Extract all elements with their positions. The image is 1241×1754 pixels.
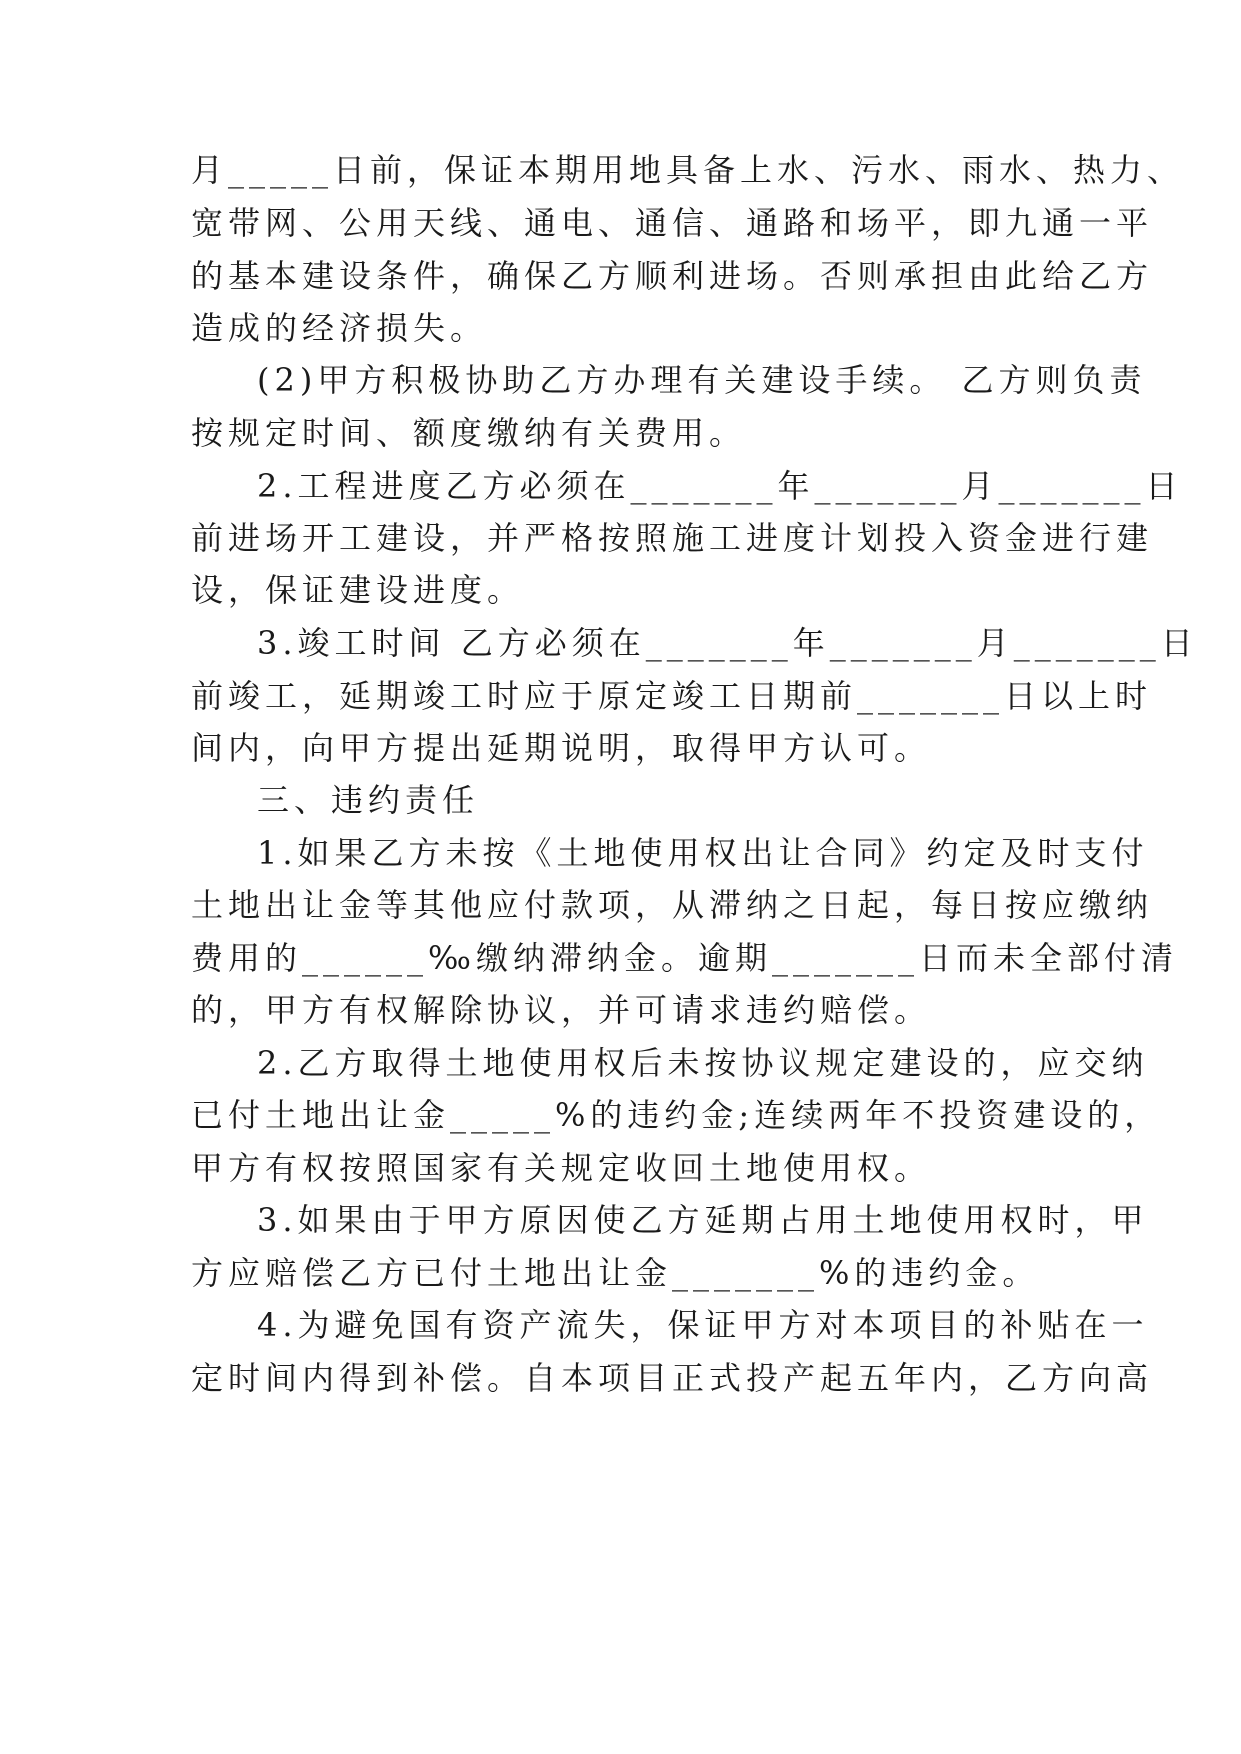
paragraph-line: 方应赔偿乙方已付土地出让金_______%的违约金。 — [191, 1254, 1040, 1292]
paragraph-line: 2.工程进度乙方必须在_______年_______月_______日 — [257, 467, 1183, 505]
paragraph-line: 造成的经济损失。 — [191, 309, 488, 347]
paragraph-line: 按规定时间、额度缴纳有关费用。 — [191, 414, 747, 452]
paragraph-line: 间内，向甲方提出延期说明，取得甲方认可。 — [191, 729, 932, 767]
paragraph-line: 定时间内得到补偿。自本项目正式投产起五年内，乙方向高 — [191, 1359, 1154, 1397]
paragraph-line: 月_____日前，保证本期用地具备上水、污水、雨水、热力、 — [191, 151, 1185, 189]
paragraph-line: 1.如果乙方未按《土地使用权出让合同》约定及时支付 — [257, 834, 1149, 872]
paragraph-line: (2)甲方积极协助乙方办理有关建设手续。 乙方则负责 — [257, 361, 1147, 399]
paragraph-line: 2.乙方取得土地使用权后未按协议规定建设的，应交纳 — [257, 1044, 1149, 1082]
paragraph-line: 的基本建设条件，确保乙方顺利进场。否则承担由此给乙方 — [191, 257, 1154, 295]
paragraph-line: 宽带网、公用天线、通电、通信、通路和场平，即九通一平 — [191, 204, 1154, 242]
paragraph-line: 前竣工，延期竣工时应于原定竣工日期前_______日以上时 — [191, 677, 1153, 715]
paragraph-line: 甲方有权按照国家有关规定收回土地使用权。 — [191, 1149, 932, 1187]
paragraph-line: 已付土地出让金_____%的违约金;连续两年不投资建设的， — [191, 1096, 1162, 1134]
paragraph-line: 3.竣工时间 乙方必须在_______年_______月_______日 — [257, 624, 1198, 662]
section-heading: 三、违约责任 — [257, 781, 480, 819]
paragraph-line: 3.如果由于甲方原因使乙方延期占用土地使用权时，甲 — [257, 1201, 1149, 1239]
paragraph-line: 费用的______‰缴纳滞纳金。逾期_______日而未全部付清 — [191, 939, 1178, 977]
paragraph-line: 土地出让金等其他应付款项，从滞纳之日起，每日按应缴纳 — [191, 886, 1154, 924]
paragraph-line: 的，甲方有权解除协议，并可请求违约赔偿。 — [191, 991, 932, 1029]
paragraph-line: 设，保证建设进度。 — [191, 571, 525, 609]
paragraph-line: 4.为避免国有资产流失，保证甲方对本项目的补贴在一 — [257, 1306, 1149, 1344]
paragraph-line: 前进场开工建设，并严格按照施工进度计划投入资金进行建 — [191, 519, 1154, 557]
